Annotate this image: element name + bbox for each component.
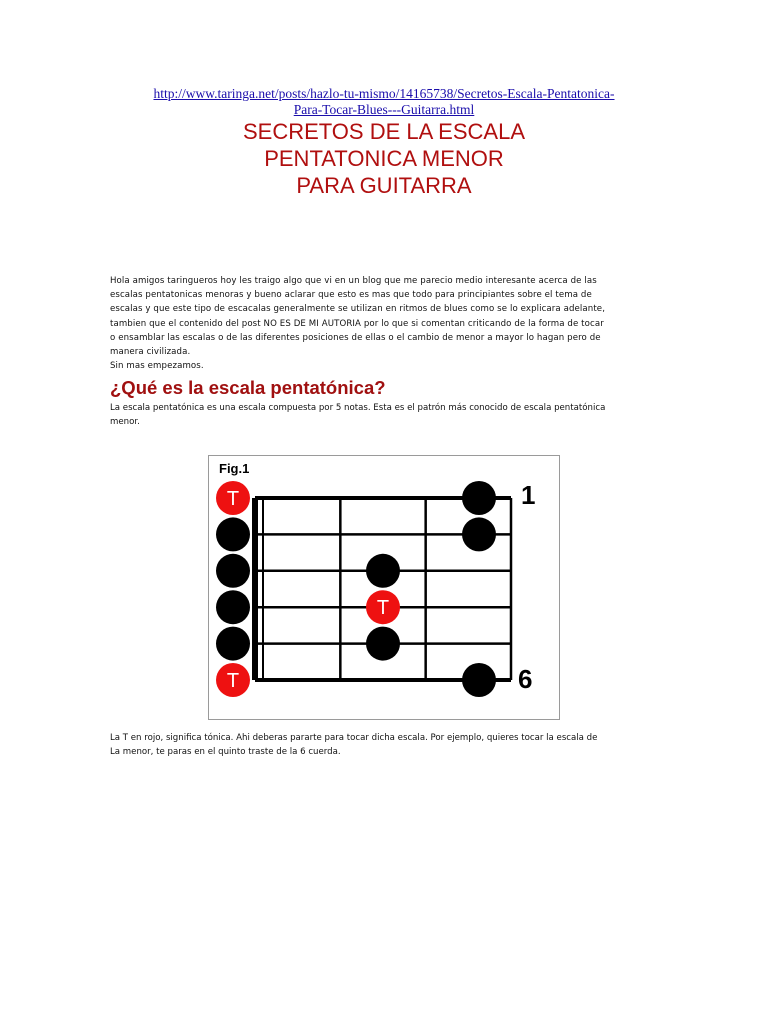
section-description-line-1: La escala pentatónica es una escala compuesta por 5 notas. Esta es el patrón más conocido de escala pentatónica: [110, 403, 606, 413]
section-description-line-2: menor.: [110, 417, 140, 428]
page-title-line-3: PARA GUITARRA: [296, 173, 472, 198]
scale-diagram-figure: [208, 455, 560, 720]
note-dot: [216, 627, 250, 661]
note-dot: [366, 627, 400, 661]
note-dot: [462, 663, 496, 697]
figure-label: Fig.1: [219, 461, 250, 476]
note-dot: [462, 481, 496, 515]
intro-line: tambien que el contenido del post NO ES DE MI AUTORIA por lo que si comentan criticando de la forma de tocar: [110, 318, 604, 329]
tonic-letter: T: [226, 488, 240, 510]
page-title-line-2: PENTATONICA MENOR: [264, 146, 504, 171]
intro-paragraph: [110, 274, 660, 373]
note-dot: [216, 590, 250, 624]
intro-line: Sin mas empezamos.: [110, 361, 204, 372]
intro-line: escalas pentatonicas menoras y bueno aclarar que esto es mas que todo para principiantes sobre el tema de: [110, 290, 592, 301]
intro-line: escalas y que este tipo de escacalas generalmente se utilizan en ritmos de blues como se lo explicara adelante,: [110, 304, 606, 315]
fretboard-diagram: [209, 456, 559, 719]
outro-paragraph: [110, 731, 665, 759]
outro-line-2: La menor, te paras en el quinto traste de la 6 cuerda.: [110, 747, 341, 758]
note-dot: [462, 517, 496, 551]
section-heading: ¿Qué es la escala pentatónica?: [110, 377, 386, 398]
intro-line: manera civilizada.: [110, 347, 191, 358]
page-title: [100, 118, 668, 199]
page-title-line-1: SECRETOS DE LA ESCALA: [242, 119, 526, 144]
top-string-label: 1: [521, 480, 536, 510]
tonic-letter: T: [226, 670, 240, 692]
source-link-line-2[interactable]: Para-Tocar-Blues---Guitarra.html: [293, 102, 475, 117]
note-dot: [366, 554, 400, 588]
outro-line-1: La T en rojo, significa tónica. Ahi deberas pararte para tocar dicha escala. Por ejemplo, quieres tocar la escala de: [110, 733, 598, 743]
source-link[interactable]: [100, 86, 668, 118]
section-description: [110, 401, 660, 429]
note-dot: [216, 517, 250, 551]
tonic-letter: T: [376, 597, 390, 620]
intro-line: Hola amigos taringueros hoy les traigo algo que vi en un blog que me parecio medio interesante acerca de las: [110, 276, 597, 286]
bottom-string-label: 6: [518, 664, 533, 694]
intro-line: o ensamblar las escalas o de las diferentes posiciones de ellas o el cambio de menor a mayor lo hagan pero de: [110, 332, 601, 343]
source-link-line-1[interactable]: http://www.taringa.net/posts/hazlo-tu-mismo/14165738/Secretos-Escala-Pentatonica-: [153, 86, 615, 101]
note-dot: [216, 554, 250, 588]
